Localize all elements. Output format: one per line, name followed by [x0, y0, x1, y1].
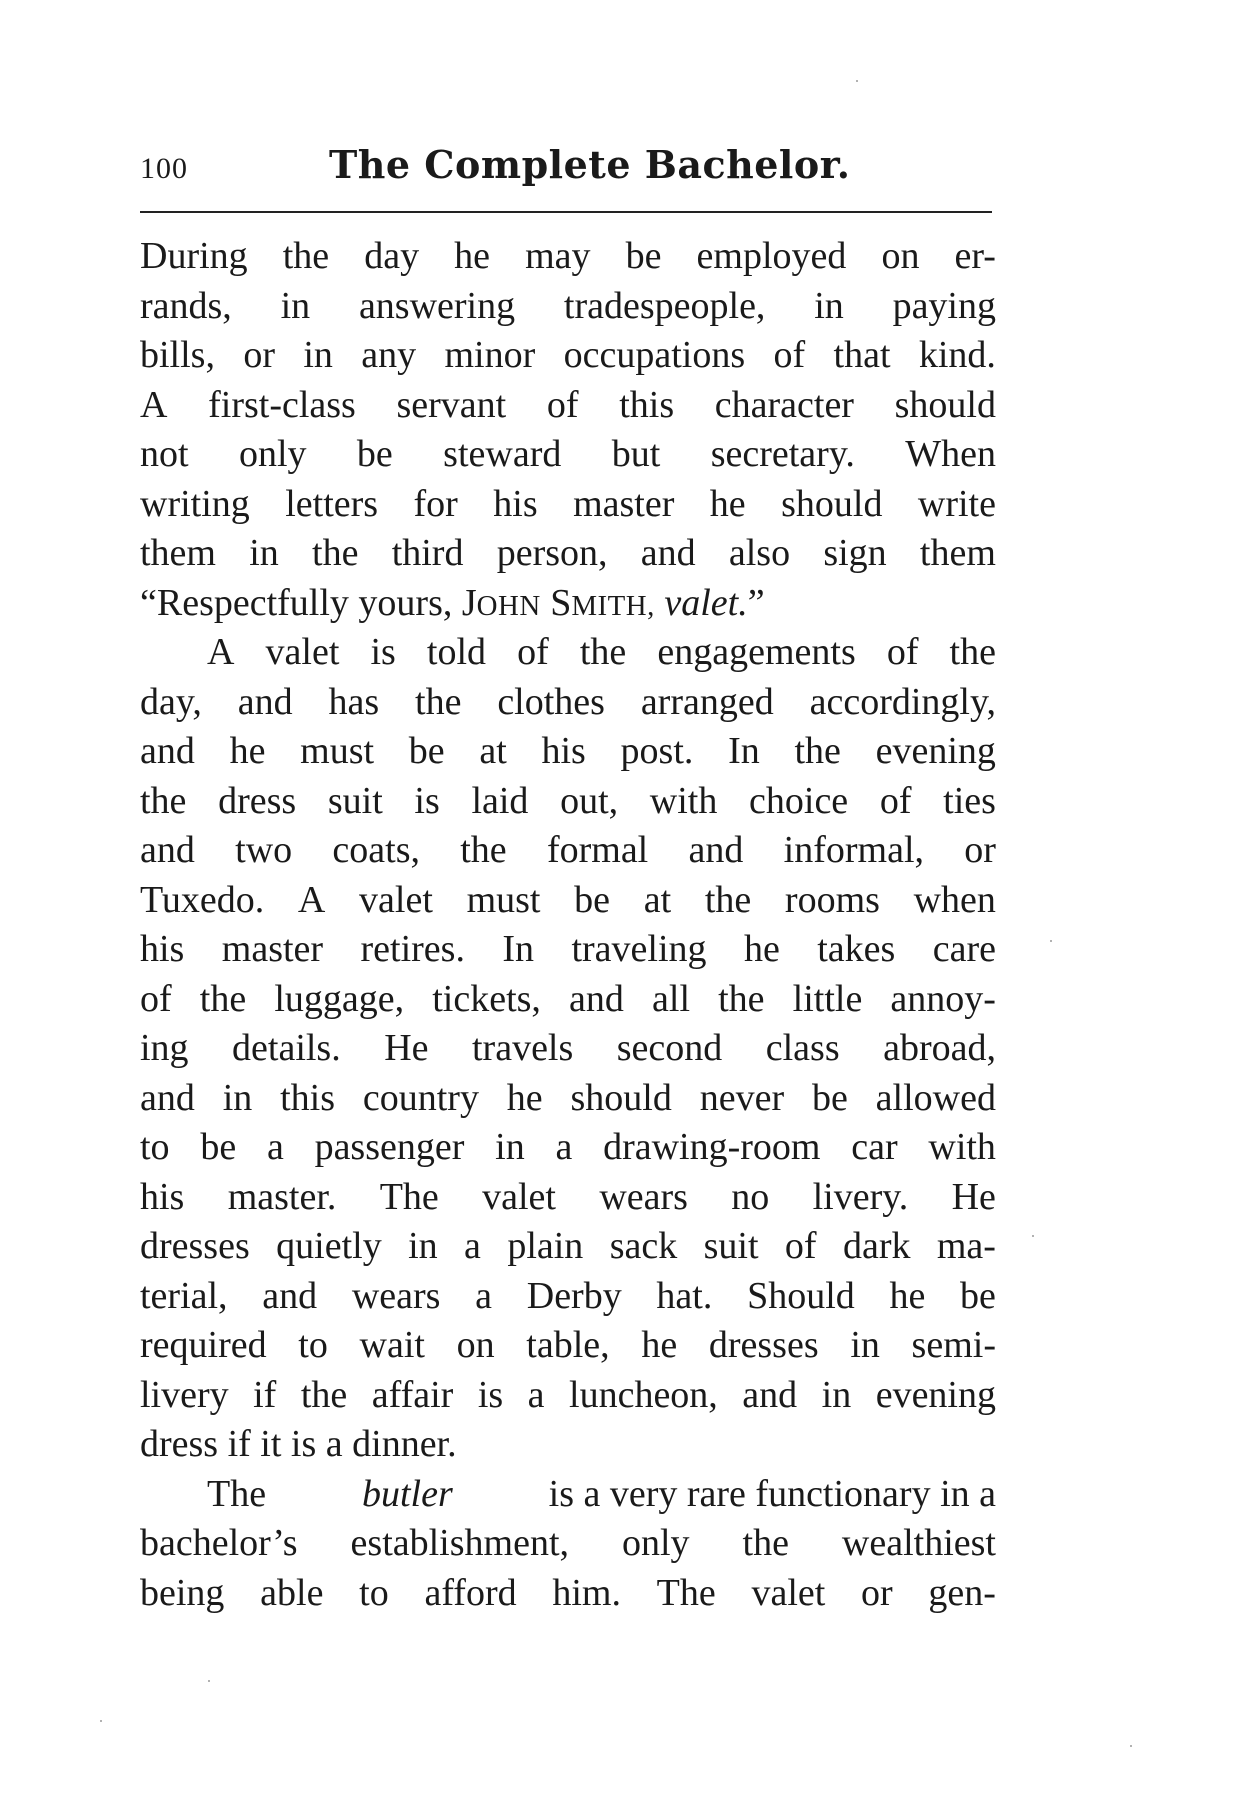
- text-word: and: [742, 1373, 798, 1416]
- text-word: and: [140, 829, 195, 871]
- text-word: a: [266, 1126, 284, 1168]
- text-word: required: [140, 1324, 267, 1366]
- text-word: and: [140, 1076, 195, 1119]
- text-word: dark: [842, 1225, 911, 1267]
- text-word: wears: [599, 1175, 688, 1218]
- text-word: paying: [892, 284, 996, 327]
- text-word: is: [477, 1373, 504, 1416]
- text-word: them: [919, 532, 996, 574]
- text-word: only: [238, 433, 307, 475]
- text-word: be: [574, 878, 611, 921]
- text-word: a: [555, 1126, 573, 1168]
- text-word: his: [140, 1175, 185, 1218]
- text-word: also: [728, 532, 791, 574]
- text-word: kind.: [918, 334, 996, 376]
- header-rule: [140, 211, 992, 213]
- text-word: in: [495, 1126, 525, 1168]
- text-word: being: [140, 1571, 225, 1614]
- text-word: details.: [232, 1027, 341, 1069]
- text-word: dresses: [708, 1324, 819, 1366]
- text-word: semi-: [911, 1324, 996, 1366]
- paper-speck: [1130, 1745, 1132, 1747]
- text-line: [140, 1569, 996, 1619]
- text-word: in: [280, 284, 311, 327]
- text-word: passenger: [314, 1126, 465, 1168]
- text-word: wait: [359, 1324, 425, 1366]
- text-word: he: [454, 235, 491, 277]
- text-word: him.: [552, 1571, 621, 1614]
- text-word: when: [913, 878, 996, 921]
- text-word: ing: [140, 1027, 189, 1069]
- text-word: of: [886, 631, 919, 673]
- text-word: of: [879, 779, 912, 822]
- text-word: of: [546, 383, 579, 426]
- text-word: in: [303, 334, 333, 376]
- text-line-signature: [140, 579, 996, 629]
- text-line: [140, 826, 996, 876]
- text-word: the: [794, 730, 841, 772]
- text-line: [140, 1272, 996, 1322]
- text-word: no: [731, 1175, 770, 1218]
- text-word: secretary.: [710, 433, 855, 475]
- text-word: quietly: [276, 1225, 382, 1267]
- text-word: person,: [496, 532, 608, 574]
- text-word: write: [917, 482, 996, 525]
- text-word: second: [616, 1027, 723, 1069]
- text-word: rands,: [140, 284, 232, 327]
- text-word: servant: [396, 383, 507, 426]
- text-word: evening: [875, 1373, 996, 1416]
- text-line: [140, 529, 996, 579]
- text-word: afford: [424, 1571, 517, 1614]
- text-word: in: [249, 532, 279, 574]
- text-word: must: [466, 878, 541, 921]
- text-word: this: [619, 383, 675, 426]
- text-word: with: [928, 1126, 996, 1168]
- text-word: a: [527, 1373, 545, 1416]
- text-word: and: [569, 977, 624, 1020]
- text-word: them: [140, 532, 216, 574]
- text-line: [140, 282, 996, 332]
- text-word: in: [222, 1076, 253, 1119]
- book-title: The Complete Bachelor.: [329, 142, 851, 187]
- text-word: He: [384, 1027, 429, 1069]
- text-word: the: [704, 878, 752, 921]
- text-word: bills,: [140, 334, 215, 376]
- text-word: his: [493, 482, 538, 525]
- text-word: ma-: [936, 1225, 996, 1267]
- text-word: In: [728, 730, 760, 772]
- text-word: dress: [218, 779, 297, 822]
- text-word: wears: [351, 1274, 441, 1317]
- text-word: In: [502, 928, 535, 970]
- text-word: terial,: [140, 1274, 228, 1317]
- text-line: dress if it is a dinner.: [140, 1423, 457, 1465]
- text-word: the: [300, 1373, 348, 1416]
- text-word: of: [784, 1225, 817, 1267]
- text-word: be: [408, 730, 445, 772]
- text-word: care: [932, 928, 996, 970]
- text-word: answering: [358, 284, 516, 327]
- text-word: character: [714, 383, 854, 426]
- text-word: that: [833, 334, 891, 376]
- text-word: be: [960, 1274, 996, 1317]
- text-word: and: [688, 829, 744, 871]
- text-word: be: [625, 235, 662, 277]
- text-word: of: [517, 631, 549, 673]
- text-word: master: [573, 482, 675, 525]
- text-word: steward: [443, 433, 562, 475]
- text-word: for: [413, 482, 458, 525]
- text-word: with: [649, 779, 718, 822]
- text-word: first-class: [208, 383, 356, 426]
- text-word: any: [361, 334, 417, 376]
- text-word: this: [280, 1076, 336, 1119]
- text-word: valet: [751, 1571, 826, 1614]
- text-word: his: [541, 730, 586, 772]
- text-line: [140, 1173, 996, 1223]
- text-word: car: [851, 1126, 898, 1168]
- text-word: of: [773, 334, 806, 376]
- text-word: abroad,: [883, 1027, 996, 1069]
- text-word: gen-: [928, 1571, 996, 1614]
- text-word: travels: [471, 1027, 574, 1069]
- text-word: suit: [703, 1225, 759, 1267]
- text-word: master: [221, 928, 324, 970]
- text-word: be: [200, 1126, 237, 1168]
- text-word: the: [949, 631, 996, 673]
- text-word: tickets,: [432, 977, 541, 1020]
- text-word: has: [328, 680, 380, 723]
- text-word: livery: [140, 1373, 229, 1416]
- text-word: dresses: [140, 1225, 250, 1267]
- body-text: [140, 232, 996, 1618]
- text-word: rooms: [784, 878, 880, 921]
- text-word: ties: [943, 779, 996, 822]
- text-word: formal: [546, 829, 649, 871]
- page-number: 100: [140, 152, 188, 185]
- text-line: [140, 777, 996, 827]
- signature-name: JOHN SMITH,: [461, 581, 655, 624]
- text-word: if: [253, 1373, 277, 1416]
- text-line: [140, 232, 996, 282]
- text-line: [140, 1222, 996, 1272]
- text-word: A: [207, 631, 235, 673]
- signature-role: valet.: [664, 581, 748, 624]
- text-word: When: [905, 433, 996, 475]
- text-line: [140, 480, 996, 530]
- text-word: his: [140, 928, 185, 970]
- paragraph-1: [140, 232, 996, 628]
- text-word: the: [199, 977, 247, 1020]
- text-word: post.: [620, 730, 694, 772]
- text-word: Should: [747, 1274, 855, 1317]
- text-word: master.: [227, 1175, 337, 1218]
- text-word: two: [235, 829, 293, 871]
- text-word: employed: [696, 235, 847, 277]
- text-line: [140, 925, 996, 975]
- text-word: He: [951, 1175, 996, 1218]
- text-word: he: [709, 482, 746, 525]
- text-word: able: [260, 1571, 324, 1614]
- signature-close-quote: ”: [747, 581, 765, 624]
- text-line: [140, 727, 996, 777]
- paper-speck: [1050, 940, 1052, 942]
- text-word: be: [811, 1076, 848, 1119]
- text-line: [140, 381, 996, 431]
- text-word: wealthiest: [841, 1522, 996, 1564]
- text-word: bachelor’s: [140, 1522, 298, 1564]
- paper-speck: [1032, 1235, 1034, 1237]
- text-word: at: [643, 878, 672, 921]
- text-line: [140, 1470, 996, 1520]
- paragraph-3: [140, 1470, 996, 1619]
- text-word: in: [408, 1225, 438, 1267]
- text-word: Derby: [526, 1274, 622, 1317]
- text-word: valet: [482, 1175, 556, 1218]
- text-word: all: [652, 977, 690, 1020]
- paper-speck: [208, 1680, 210, 1682]
- text-word: to: [298, 1324, 328, 1366]
- text-word: not: [140, 433, 189, 475]
- text-word: luggage,: [274, 977, 405, 1020]
- text-word: he: [889, 1274, 926, 1317]
- text-run: is a very rare functionary in a: [548, 1472, 996, 1515]
- text-line: [140, 1123, 996, 1173]
- text-word: plain: [507, 1225, 584, 1267]
- text-word: the: [460, 829, 507, 871]
- text-word: he: [229, 730, 266, 772]
- text-word: minor: [444, 334, 536, 376]
- text-word: little: [792, 977, 863, 1020]
- text-word: on: [881, 235, 920, 277]
- text-word: The: [656, 1571, 716, 1614]
- text-word: he: [743, 928, 780, 970]
- text-word: the: [312, 532, 359, 574]
- text-word: tradespeople,: [563, 284, 766, 327]
- text-word: only: [621, 1522, 690, 1564]
- text-line: [140, 1321, 996, 1371]
- text-word: suit: [327, 779, 383, 822]
- text-word: be: [356, 433, 393, 475]
- text-word: to: [359, 1571, 389, 1614]
- text-word: luncheon,: [569, 1373, 718, 1416]
- text-word: the: [140, 779, 187, 822]
- text-word: class: [765, 1027, 840, 1069]
- text-word: country: [362, 1076, 479, 1119]
- signature-lead: “Respectfully yours,: [140, 581, 453, 624]
- text-word: affair: [371, 1373, 454, 1416]
- text-word: at: [479, 730, 507, 772]
- text-word: The: [207, 1472, 267, 1515]
- text-word: engagements: [657, 631, 856, 673]
- text-line: [140, 430, 996, 480]
- text-word: valet: [265, 631, 340, 673]
- text-word: day: [364, 235, 420, 277]
- text-word: in: [821, 1373, 852, 1416]
- text-word: er-: [954, 235, 996, 277]
- text-word: A: [140, 383, 168, 426]
- text-word: he: [506, 1076, 543, 1119]
- text-word: is: [370, 631, 396, 673]
- text-word: evening: [875, 730, 996, 772]
- text-word: or: [861, 1571, 893, 1614]
- text-word: takes: [817, 928, 896, 970]
- text-word: out,: [560, 779, 619, 822]
- text-word: the: [742, 1522, 789, 1564]
- text-word: sign: [823, 532, 887, 574]
- text-word: coats,: [332, 829, 420, 871]
- text-word: hat.: [656, 1274, 713, 1317]
- paper-speck: [856, 80, 858, 82]
- text-line: [140, 1074, 996, 1124]
- text-word: valet: [359, 878, 433, 921]
- running-head: [140, 140, 990, 200]
- text-word: in: [814, 284, 844, 327]
- text-line: [140, 1371, 996, 1421]
- text-word: told: [426, 631, 487, 673]
- text-word: never: [699, 1076, 785, 1119]
- text-word: allowed: [875, 1076, 996, 1119]
- text-word: on: [456, 1324, 495, 1366]
- text-word: the: [282, 235, 330, 277]
- text-word: livery.: [812, 1175, 909, 1218]
- text-word: but: [611, 433, 661, 475]
- text-line: [140, 876, 996, 926]
- text-word: and: [640, 532, 696, 574]
- text-word: in: [850, 1324, 880, 1366]
- text-word: accordingly,: [809, 680, 996, 723]
- text-word: may: [525, 235, 591, 277]
- text-word: must: [300, 730, 375, 772]
- text-word: letters: [285, 482, 379, 525]
- text-line: [140, 1519, 996, 1569]
- text-word: writing: [140, 482, 250, 525]
- text-line: [140, 628, 996, 678]
- text-word: should: [781, 482, 883, 525]
- paragraph-2: [140, 628, 996, 1470]
- text-word: occupations: [563, 334, 746, 376]
- text-word: and: [262, 1274, 318, 1317]
- text-line: [140, 1024, 996, 1074]
- text-word: a: [475, 1274, 493, 1317]
- text-line: [140, 975, 996, 1025]
- emphasis-butler: butler: [361, 1472, 453, 1515]
- text-word: to: [140, 1126, 170, 1168]
- text-word: third: [391, 532, 464, 574]
- text-word: A: [297, 878, 326, 921]
- text-word: laid: [471, 779, 529, 822]
- text-word: or: [243, 334, 275, 376]
- text-word: choice: [749, 779, 849, 822]
- text-word: or: [964, 829, 996, 871]
- text-word: establishment,: [350, 1522, 570, 1564]
- text-word: he: [641, 1324, 678, 1366]
- text-word: annoy-: [890, 977, 996, 1020]
- text-word: should: [570, 1076, 672, 1119]
- text-word: and: [237, 680, 293, 723]
- text-word: arranged: [640, 680, 774, 723]
- text-word: clothes: [497, 680, 605, 723]
- text-word: the: [718, 977, 765, 1020]
- text-word: traveling: [571, 928, 707, 970]
- text-word: the: [415, 680, 462, 723]
- text-word: should: [894, 383, 996, 426]
- text-word: sack: [609, 1225, 678, 1267]
- text-word: retires.: [360, 928, 465, 970]
- text-word: the: [579, 631, 627, 673]
- text-word: a: [464, 1225, 481, 1267]
- text-line: [140, 331, 996, 381]
- text-word: drawing-room: [603, 1126, 821, 1168]
- paper-speck: [100, 1720, 102, 1722]
- text-line: [140, 678, 996, 728]
- text-word: During: [140, 235, 248, 277]
- text-word: The: [379, 1175, 439, 1218]
- text-word: of: [140, 977, 172, 1020]
- text-word: informal,: [783, 829, 925, 871]
- text-word: table,: [526, 1324, 610, 1366]
- text-word: Tuxedo.: [140, 878, 265, 921]
- text-word: day,: [140, 680, 202, 723]
- text-word: is: [414, 779, 440, 822]
- text-word: and: [140, 730, 195, 772]
